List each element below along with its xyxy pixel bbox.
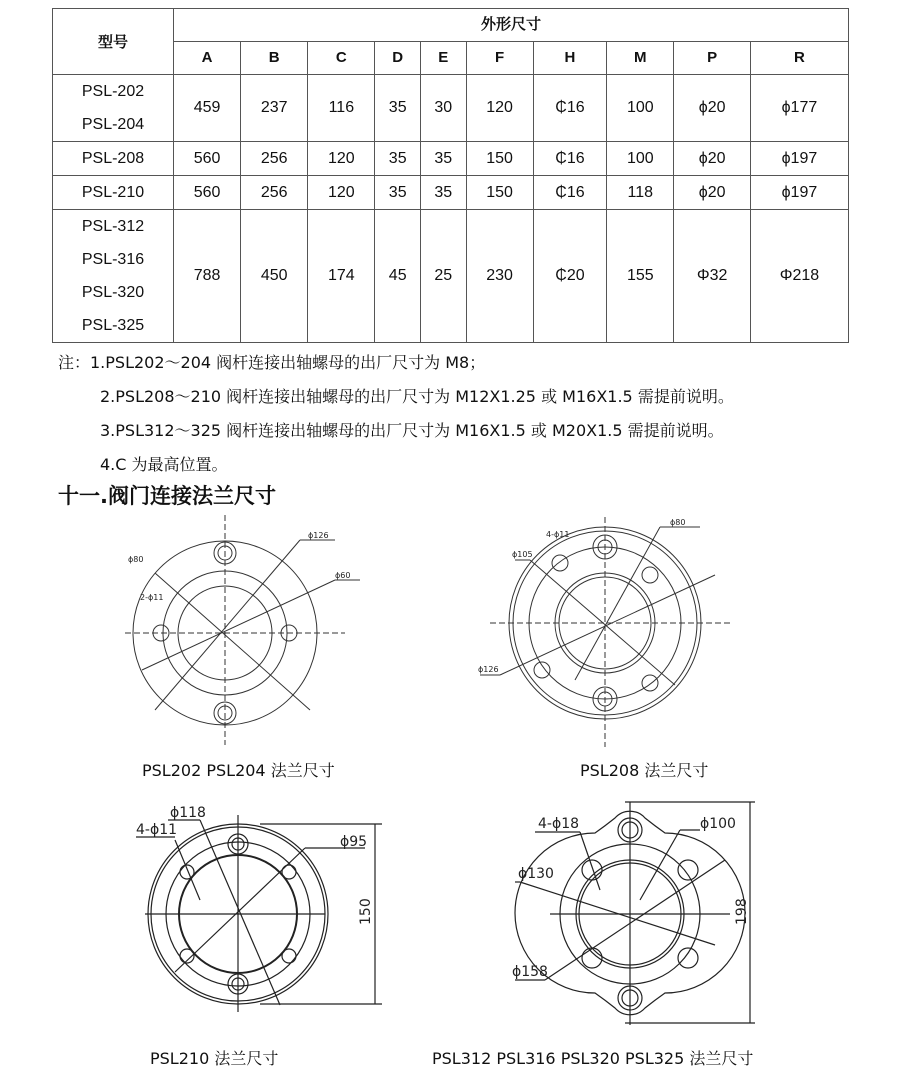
label: ϕ158	[512, 964, 548, 980]
value-cell: ϕ20	[674, 142, 750, 176]
value-cell: 118	[607, 176, 674, 210]
value-cell: 120	[308, 176, 375, 210]
label: ϕ60	[335, 571, 351, 580]
caption-psl312-325: PSL312 PSL316 PSL320 PSL325 法兰尺寸	[432, 1049, 754, 1068]
caption-psl210: PSL210 法兰尺寸	[150, 1049, 279, 1068]
value-cell: 120	[308, 142, 375, 176]
table-row	[53, 176, 849, 210]
model-name: PSL-325	[81, 317, 145, 334]
label: ϕ80	[128, 555, 144, 564]
column-header: D	[375, 42, 421, 75]
column-header: A	[174, 42, 241, 75]
note-2: 2.PSL208～210 阀杆连接出轴螺母的出厂尺寸为 M12X1.25 或 M16X1.5 需提前说明。	[100, 387, 734, 406]
value-cell: 174	[308, 210, 375, 343]
label: ϕ100	[700, 816, 736, 832]
label: 150	[358, 898, 374, 925]
column-header: M	[607, 42, 674, 75]
group-header: 外形尺寸	[174, 9, 849, 42]
value-cell: 35	[420, 142, 466, 176]
model-cell	[53, 142, 174, 176]
value-cell: ϕ20	[674, 176, 750, 210]
value-cell: ϕ197	[750, 142, 848, 176]
value-cell: 45	[375, 210, 421, 343]
caption-psl208: PSL208 法兰尺寸	[580, 761, 709, 780]
flange-drawing-psl210	[120, 790, 400, 1020]
caption-psl202-204: PSL202 PSL204 法兰尺寸	[142, 761, 335, 780]
label: ϕ126	[308, 531, 329, 540]
model-name: PSL-312	[81, 218, 145, 235]
value-cell: 30	[420, 75, 466, 142]
flange-drawing-psl312-325	[500, 790, 780, 1030]
value-cell: ₵16	[533, 75, 607, 142]
model-name: PSL-204	[81, 116, 145, 133]
model-cell	[53, 176, 174, 210]
column-header: E	[420, 42, 466, 75]
value-cell: ϕ177	[750, 75, 848, 142]
value-cell: 116	[308, 75, 375, 142]
note-1: 注：1.PSL202～204 阀杆连接出轴螺母的出厂尺寸为 M8；	[58, 353, 486, 372]
value-cell: 150	[466, 176, 533, 210]
value-cell: 459	[174, 75, 241, 142]
flange-drawing-psl202-204	[110, 510, 370, 750]
value-cell: 35	[375, 75, 421, 142]
value-cell: 237	[241, 75, 308, 142]
label: 198	[734, 898, 750, 925]
label: 4-ϕ18	[538, 816, 580, 832]
label: ϕ118	[170, 805, 206, 821]
value-cell: Φ218	[750, 210, 848, 343]
label: 4-ϕ11	[546, 530, 570, 539]
dimension-table	[52, 8, 849, 343]
value-cell: ₵16	[533, 176, 607, 210]
model-header: 型号	[53, 9, 174, 75]
value-cell: 35	[420, 176, 466, 210]
table-row	[53, 75, 849, 142]
value-cell: 560	[174, 142, 241, 176]
note-4: 4.C 为最高位置。	[100, 455, 228, 474]
column-header: P	[674, 42, 750, 75]
value-cell: ϕ197	[750, 176, 848, 210]
label: 2-ϕ11	[140, 593, 164, 602]
model-name: PSL-208	[81, 150, 145, 167]
section-title: 十一.阀门连接法兰尺寸	[58, 484, 276, 508]
value-cell: 100	[607, 75, 674, 142]
value-cell: Φ32	[674, 210, 750, 343]
value-cell: 788	[174, 210, 241, 343]
value-cell: 35	[375, 142, 421, 176]
column-header: C	[308, 42, 375, 75]
model-name: PSL-202	[81, 83, 145, 100]
value-cell: ϕ20	[674, 75, 750, 142]
model-name: PSL-210	[81, 184, 145, 201]
model-name: PSL-316	[81, 251, 145, 268]
value-cell: 256	[241, 176, 308, 210]
model-cell	[53, 210, 174, 343]
value-cell: 25	[420, 210, 466, 343]
value-cell: 230	[466, 210, 533, 343]
label: ϕ126	[478, 665, 499, 674]
value-cell: 150	[466, 142, 533, 176]
table-row	[53, 210, 849, 343]
label: ϕ105	[512, 550, 533, 559]
label: ϕ130	[518, 866, 554, 882]
value-cell: 100	[607, 142, 674, 176]
value-cell: 35	[375, 176, 421, 210]
column-header: H	[533, 42, 607, 75]
note-3: 3.PSL312～325 阀杆连接出轴螺母的出厂尺寸为 M16X1.5 或 M20X1.5 需提前说明。	[100, 421, 724, 440]
table-row	[53, 142, 849, 176]
value-cell: ₵16	[533, 142, 607, 176]
notes	[58, 346, 734, 482]
column-header: F	[466, 42, 533, 75]
value-cell: 155	[607, 210, 674, 343]
label: ϕ80	[670, 518, 686, 527]
value-cell: ₵20	[533, 210, 607, 343]
value-cell: 256	[241, 142, 308, 176]
value-cell: 450	[241, 210, 308, 343]
value-cell: 560	[174, 176, 241, 210]
label: 4-ϕ11	[136, 822, 178, 838]
model-name: PSL-320	[81, 284, 145, 301]
label: ϕ95	[340, 834, 368, 850]
column-header: R	[750, 42, 848, 75]
column-header: B	[241, 42, 308, 75]
value-cell: 120	[466, 75, 533, 142]
model-cell	[53, 75, 174, 142]
flange-drawing-psl208	[460, 515, 750, 750]
